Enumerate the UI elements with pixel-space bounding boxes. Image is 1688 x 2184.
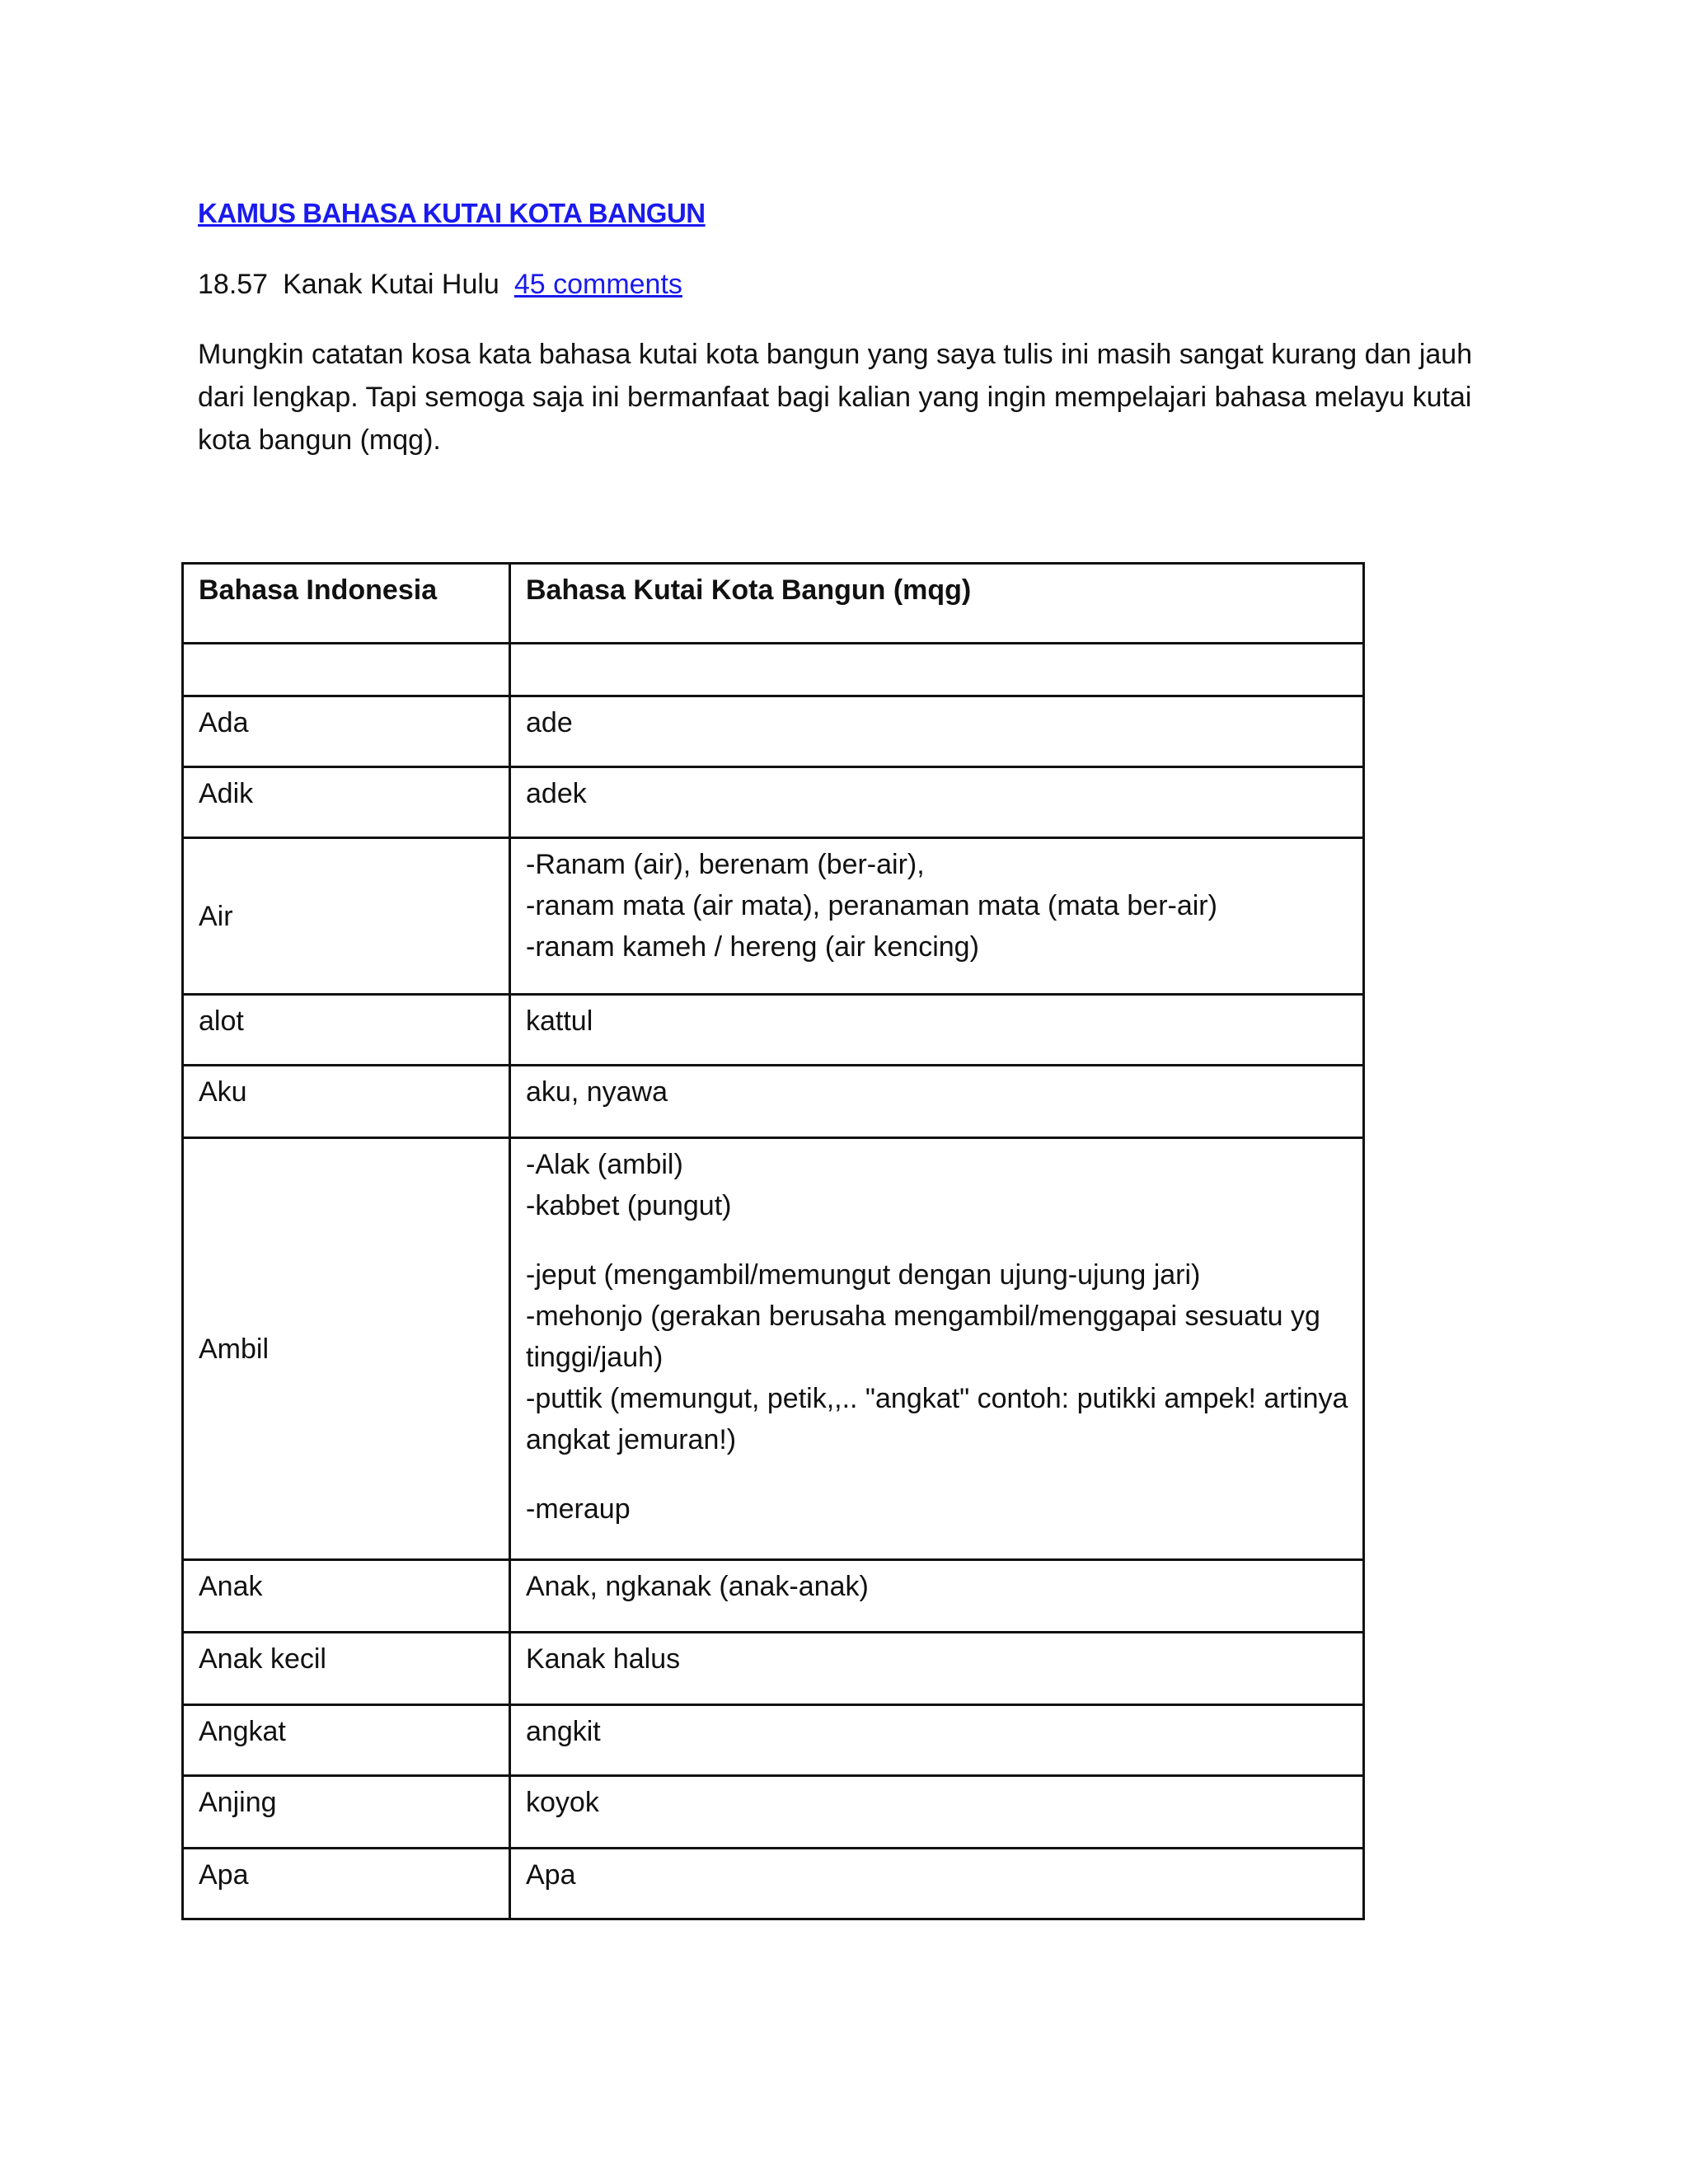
table-row: [183, 1138, 1364, 1560]
definition-line: -meraup: [526, 1493, 631, 1525]
table-row: [183, 696, 1364, 767]
cell-indonesian: Anak: [183, 1560, 510, 1633]
cell-indonesian: Aku: [183, 1066, 510, 1138]
post-intro: Mungkin catatan kosa kata bahasa kutai kota bangun yang saya tulis ini masih sangat kurang dan jauh dari lengkap. Tapi semoga saja ini bermanfaat bagi kalian yang ingin mempelajari bahasa melayu kutai kota bangun (mqg).: [198, 339, 1473, 456]
table-row: [183, 1560, 1364, 1633]
cell-kutai: [510, 1138, 1364, 1560]
post-author: Kanak Kutai Hulu: [283, 269, 499, 300]
definition-line: -kabbet (pungut): [526, 1190, 732, 1221]
cell-indonesian: Adik: [183, 767, 510, 838]
definition-line: -puttik (memungut, petik,,.. "angkat" contoh: putikki ampek! artinya angkat jemuran!): [526, 1383, 1348, 1455]
cell-indonesian: Anjing: [183, 1776, 510, 1849]
dictionary-table: [181, 562, 1365, 1920]
table-row: [183, 838, 1364, 995]
definition-line: -mehonjo (gerakan berusaha mengambil/menggapai sesuatu yg tinggi/jauh): [526, 1301, 1320, 1373]
cell-kutai: [510, 838, 1364, 995]
definition-line: -ranam mata (air mata), peranaman mata (mata ber-air): [526, 890, 1217, 921]
table-row: [183, 1066, 1364, 1138]
cell-indonesian: Ambil: [183, 1138, 510, 1560]
cell-indonesian: Ada: [183, 696, 510, 767]
cell-kutai: [510, 644, 1364, 696]
cell-indonesian: Angkat: [183, 1705, 510, 1776]
table-header-row: [183, 564, 1364, 644]
cell-kutai: Anak, ngkanak (anak-anak): [510, 1560, 1364, 1633]
header-kutai: Bahasa Kutai Kota Bangun (mqg): [510, 564, 1364, 644]
cell-indonesian: [183, 644, 510, 696]
definition-line: -ranam kameh / hereng (air kencing): [526, 931, 979, 963]
cell-kutai: ade: [510, 696, 1364, 767]
cell-indonesian: Apa: [183, 1849, 510, 1919]
cell-kutai: kattul: [510, 995, 1364, 1066]
table-row: [183, 644, 1364, 696]
cell-indonesian: Anak kecil: [183, 1633, 510, 1705]
table-row: [183, 1633, 1364, 1705]
cell-kutai: angkit: [510, 1705, 1364, 1776]
table-row: [183, 1705, 1364, 1776]
table-row: [183, 1849, 1364, 1919]
cell-kutai: aku, nyawa: [510, 1066, 1364, 1138]
cell-kutai: koyok: [510, 1776, 1364, 1849]
table-row: [183, 1776, 1364, 1849]
definition-line: -jeput (mengambil/memungut dengan ujung-ujung jari): [526, 1259, 1201, 1291]
comments-link[interactable]: 45 comments: [513, 269, 682, 300]
cell-indonesian: alot: [183, 995, 510, 1066]
table-row: [183, 995, 1364, 1066]
definition-line: -Alak (ambil): [526, 1149, 683, 1180]
post-time: 18.57: [198, 269, 269, 300]
definition-line: -Ranam (air), berenam (ber-air),: [526, 849, 925, 880]
cell-kutai: Kanak halus: [510, 1633, 1364, 1705]
header-indonesian: Bahasa Indonesia: [183, 564, 510, 644]
post-title-link[interactable]: KAMUS BAHASA KUTAI KOTA BANGUN: [198, 198, 706, 228]
cell-indonesian: Air: [183, 838, 510, 995]
post-meta: [198, 269, 682, 301]
table-row: [183, 767, 1364, 838]
cell-kutai: Apa: [510, 1849, 1364, 1919]
cell-kutai: adek: [510, 767, 1364, 838]
